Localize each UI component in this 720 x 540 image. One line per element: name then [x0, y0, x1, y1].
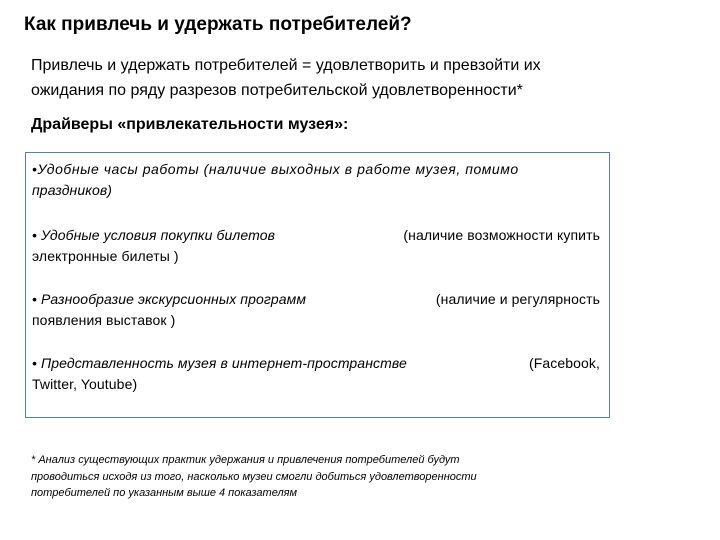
intro-paragraph [31, 53, 631, 103]
driver-item-internet [32, 353, 600, 395]
driver-item-hours [32, 159, 600, 201]
driver-item-detail: (наличие и регулярность [435, 291, 600, 307]
driver-item-continuation: праздников) [32, 182, 113, 198]
driver-item-main: • Удобные условия покупки билетов [32, 227, 275, 243]
driver-item-continuation: электронные билеты ) [32, 248, 179, 264]
footnote-line-1: * Анализ существующих практик удержания и привлечения потребителей будут [31, 454, 460, 466]
intro-line-1: Привлечь и удержать потребителей = удовлетворить и превзойти их [31, 57, 541, 74]
driver-item-detail: (Facebook, [528, 355, 600, 371]
intro-line-2: ожидания по ряду разрезов потребительской удовлетворенности* [31, 82, 523, 99]
driver-item-main: • Разнообразие экскурсионных программ [32, 291, 307, 307]
driver-item-main: • Представленность музея в интернет-пространстве [32, 355, 407, 371]
driver-item-tickets [32, 225, 600, 267]
driver-item-continuation: появления выставок ) [32, 312, 176, 328]
drivers-box [25, 152, 610, 418]
driver-item-detail: (наличие возможности купить [403, 227, 600, 243]
driver-item-continuation: Twitter, Youtube) [32, 376, 138, 392]
footnote [31, 452, 477, 502]
driver-item-main: •Удобные часы работы (наличие выходных в работе музея, помимо [32, 161, 519, 177]
footnote-line-3: потребителей по указанным выше 4 показателям [31, 487, 298, 499]
slide-title: Как привлечь и удержать потребителей? [24, 14, 412, 35]
driver-item-excursions [32, 289, 600, 331]
footnote-line-2: проводиться исходя из того, насколько музеи смогли добиться удовлетворенности [31, 470, 477, 483]
drivers-heading: Драйверы «привлекательности музея»: [31, 116, 349, 133]
